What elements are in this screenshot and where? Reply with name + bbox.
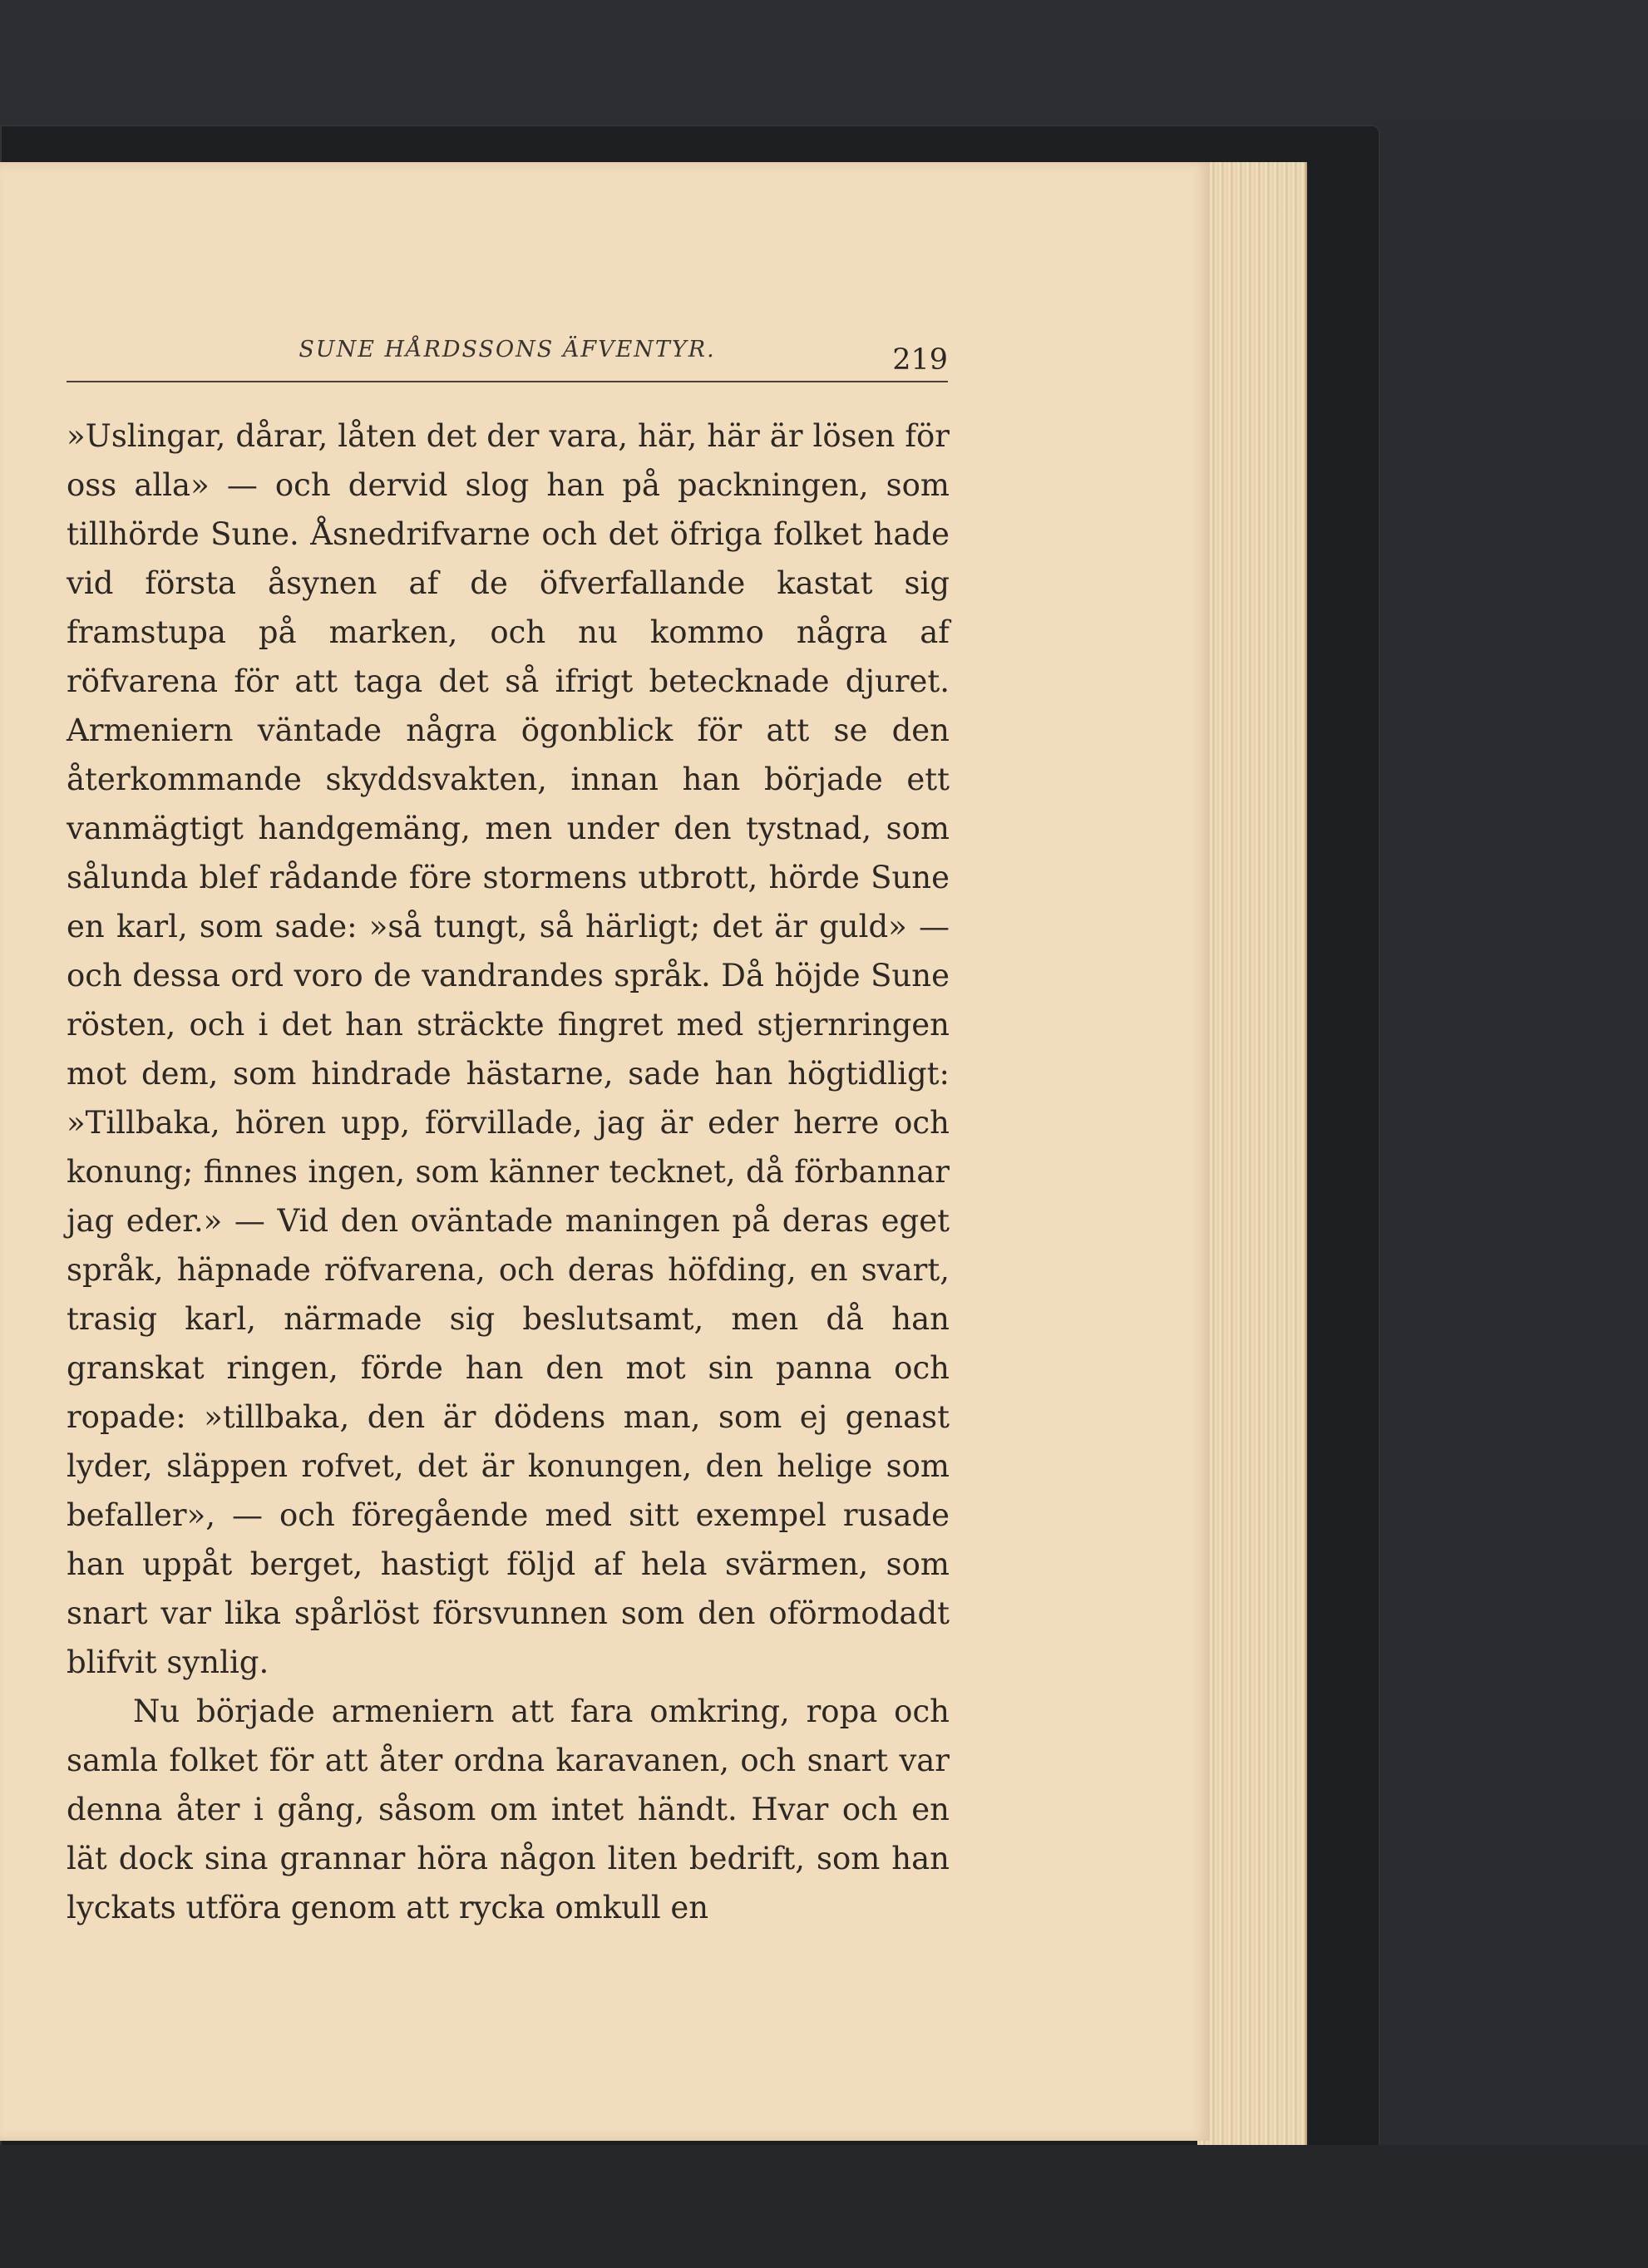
paragraph-2: Nu började armeniern att fara omkring, ropa och samla folket för att åter ordna karavanen, och snart var denna åter i gång, såsom om intet händt. Hvar och en lät dock sina grannar höra någon liten bedrift, som han lyckats utföra genom att rycka omkull en — [67, 1694, 950, 1925]
page-edges — [1197, 162, 1307, 2145]
running-head — [67, 328, 948, 387]
body-text — [67, 412, 950, 1932]
paragraph-1: »Uslingar, dårar, låten det der vara, här, här är lösen för oss alla» — och dervid slog han på packningen, som tillhörde Sune. Åsnedrifvarne och det öfriga folket hade vid första åsynen af de öfverfallande kastat sig framstupa på marken, och nu kommo några af röfvarena för att taga det så ifrigt betecknade djuret. Armeniern väntade några ögonblick för att se den återkommande skyddsvakten, innan han började ett vanmägtigt handgemäng, men under den tystnad, som sålunda blef rådande före stormens utbrott, hörde Sune en karl, som sade: »så tungt, så härligt; det är guld» — och dessa ord voro de vandrandes språk. Då höjde Sune rösten, och i det han sträckte fingret med stjernringen mot dem, som hindrade hästarne, sade han högtidligt: »Tillbaka, hören upp, förvillade, jag är eder herre och konung; finnes ingen, som känner tecknet, då förbannar jag eder.» — Vid den oväntade maningen på deras eget språk, häpnade röfvarena, och deras höfding, en svart, trasig karl, närmade sig beslutsamt, men då han granskat ringen, förde han den mot sin panna och ropade: »tillbaka, den är dödens man, som ej genast lyder, släppen rofvet, det är konungen, den helige som befaller», — och föregående med sitt exempel rusade han uppåt berget, hastigt följd af hela svärmen, som snart var lika spårlöst försvunnen som den oförmodadt blifvit synlig. — [67, 418, 950, 1680]
scan-background-top — [0, 0, 1648, 125]
scan-background-bottom — [0, 2145, 1648, 2268]
running-title: SUNE HÅRDSSONS ÄFVENTYR. — [299, 337, 716, 362]
header-rule — [67, 381, 948, 382]
page-number: 219 — [892, 343, 948, 377]
